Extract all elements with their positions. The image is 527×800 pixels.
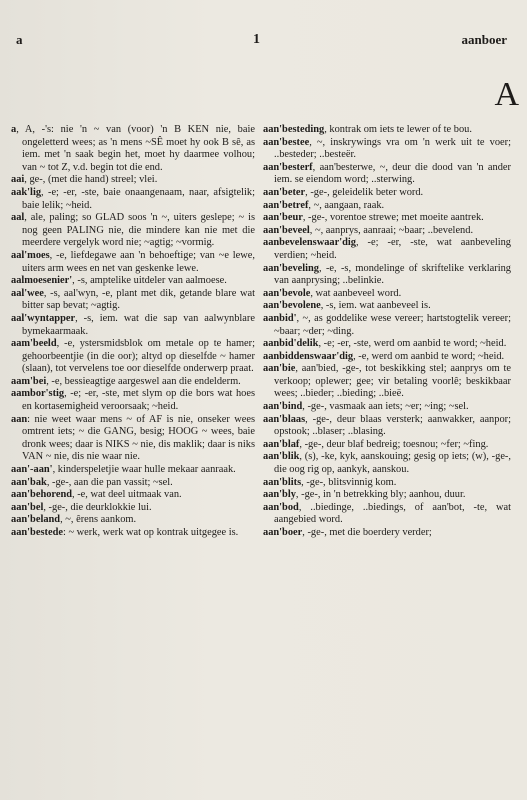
dictionary-entry: aan'bevolene, -s, iem. wat aanbeveel is. (263, 300, 431, 312)
section-letter: A (494, 76, 519, 113)
dictionary-entry: aanbid', ~, as goddelike wese vereer; hartstogtelik vereer; ~baar; ~der; ~ding. (263, 312, 511, 337)
dictionary-entry: aan'beveling, -e, -s, mondelinge of skriftelike verklaring van aanprysing; ..belinkie. (263, 262, 511, 287)
dictionary-entry: aan: nie weet waar mens ~ of AF is nie, onseker wees omtrent iets; ~ die GANG, besig; HOOG ~ wees, baie dronk wees; daar is NIKS ~ nie, dis maklik; daar is niks VAN ~ nie, dis nie waar nie. (11, 413, 255, 463)
dictionary-entry: aambor'stig, -e; -er, -ste, met slym op die bors wat hoes en kortasemigheid veroorsaak; ~heid. (11, 388, 255, 413)
dictionary-entry: aan'beland, ~, êrens aankom. (11, 514, 137, 526)
dictionary-entry: aan'bel, -ge-, die deurklokkie lui. (11, 501, 152, 513)
dictionary-entry: aal'wee, -s, aal'wyn, -e, plant met dik, getande blare wat bitter sap bevat; ~agtig. (11, 287, 255, 312)
dictionary-entry: aanbevelenswaar'dig, -e; -er, -ste, wat aanbeveling verdien; ~heid. (263, 237, 511, 261)
dictionary-entry: aan'bie, aan'bied, -ge-, tot beskikking stel; aanprys om te verkoop; oplewer; gee; vir betaling voorlê; beskikbaar wees; ..bieder; ..bieding; ..bieë. (263, 363, 511, 400)
dictionary-entry: aanbiddenswaar'dig, -e, werd om aanbid te word; ~heid. (263, 350, 505, 362)
dictionary-entry: aan'bly, -ge-, in 'n betrekking bly; aanhou, duur. (263, 489, 466, 501)
dictionary-entry: aan'blaas, -ge-, deur blaas versterk; aanwakker, aanpor; opstook; ..blaser; ..blasing. (263, 413, 511, 438)
dictionary-entry: aalmoesenier', -s, amptelike uitdeler van aalmoese. (11, 275, 227, 287)
header-right-guideword: aanboer (461, 32, 507, 47)
dictionary-entry: aam'beeld, -e, ystersmidsblok om metale op te hamer; gehoorbeentjie (in die oor); altyd op dieselfde ~ hamer (slaan), tot vervelens toe oor dieselfde onderwerp praat. (11, 338, 255, 375)
dictionary-entry: aan'bod, ..biedinge, ..biedings, of aan'bot, -te, wat aangebied word. (263, 501, 511, 526)
dictionary-entry: aan'beveel, ~, aanprys, aanraai; ~baar; ..bevelend. (263, 224, 474, 236)
dictionary-entry: aan'besterf, aan'besterwe, ~, deur die dood van 'n ander iem. se eiendom word; ..sterwing. (263, 161, 511, 186)
dictionary-entry: aan'blaf, -ge-, deur blaf bedreig; toesnou; ~fer; ~fing. (263, 438, 489, 450)
dictionary-entry: aal'moes, -e, liefdegawe aan 'n behoeftige; van ~e lewe, uiters arm wees en net van geskenke lewe. (11, 249, 255, 274)
dictionary-entry: aanbid'delik, -e; -er, -ste, werd om aanbid te word; ~heid. (263, 338, 507, 350)
dictionary-entry: a, A, -'s: nie 'n ~ van (voor) 'n B KEN nie, baie ongeletterd wees; as 'n mens ~SÊ moet hy ook B sê, as iem. met 'n saak begin het, moet hy daarmee volhou; van ~ tot Z, v.d. begin tot die end. (11, 124, 255, 173)
dictionary-entry: aan'blik, (s), -ke, kyk, aanskouing; gesig op iets; (w), -ge-, die oog rig op, aankyk, aanskou. (263, 451, 511, 476)
dictionary-entry: aan'boer, -ge-, met die boerdery verder; (263, 527, 432, 538)
dictionary-entry: aan'behorend, -e, wat deel uitmaak van. (11, 489, 182, 501)
dictionary-entry: aan'betref, ~, aangaan, raak. (263, 199, 385, 211)
page-number: 1 (253, 32, 260, 47)
header-left-guideword: a (16, 32, 23, 47)
dictionary-entry: aan'bestee, ~, inskrywings vra om 'n werk uit te voer; ..besteder; ..besteër. (263, 136, 511, 161)
dictionary-entry: aak'lig, -e; -er, -ste, baie onaangenaam, naar, afsigtelik; baie lelik; ~heid. (11, 186, 255, 211)
dictionary-entry: aan'-aan', kinderspeletjie waar hulle mekaar aanraak. (11, 464, 236, 476)
dictionary-entry: aal, ale, paling; so GLAD soos 'n ~, uiters geslepe; ~ is nog geen PALING nie, die mindere kan nie met die meerdere vergelyk word nie; ~agtig; ~vormig. (11, 212, 255, 249)
dictionary-entry: aan'beur, -ge-, vorentoe strewe; met moeite aantrek. (263, 212, 484, 224)
dictionary-entry: aan'besteding, kontrak om iets te lewer of te bou. (263, 124, 472, 135)
dictionary-entry: aan'bevole, wat aanbeveel word. (263, 287, 402, 299)
dictionary-entry: aai, ge-, (met die hand) streel; vlei. (11, 174, 158, 186)
dictionary-entry: aal'wyntapper, -s, iem. wat die sap van aalwynblare bymekaarmaak. (11, 312, 255, 337)
left-column (11, 124, 255, 540)
dictionary-entry: aan'bestede: ~ werk, werk wat op kontrak uitgegee is. (11, 527, 239, 538)
dictionary-entry: aan'bind, -ge-, vasmaak aan iets; ~er; ~ing; ~sel. (263, 401, 469, 413)
dictionary-entry: aam'bei, -e, bessieagtige aargeswel aan die endelderm. (11, 375, 241, 387)
right-column (263, 124, 511, 540)
dictionary-entry: aan'beter, -ge-, geleidelik beter word. (263, 186, 424, 198)
dictionary-entry: aan'bak, -ge-, aan die pan vassit; ~sel. (11, 476, 173, 488)
dictionary-entry: aan'blits, -ge-, blitsvinnig kom. (263, 476, 397, 488)
